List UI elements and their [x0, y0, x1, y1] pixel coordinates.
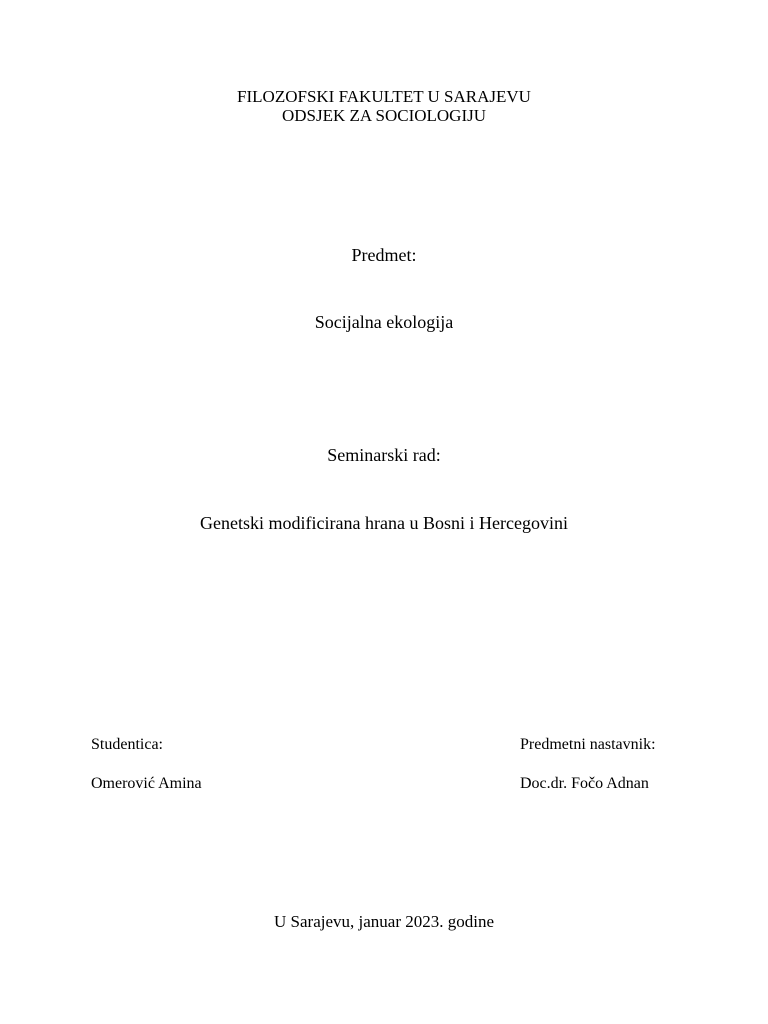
paper-label: Seminarski rad: [327, 445, 441, 465]
student-label: Studentica: [91, 736, 163, 753]
teacher-label: Predmetni nastavnik: [520, 736, 656, 753]
subject-name: Socijalna ekologija [314, 312, 454, 332]
faculty-name: FILOZOFSKI FAKULTET U SARAJEVU [237, 87, 531, 106]
paper-title: Genetski modificirana hrana u Bosni i Hercegovini [200, 513, 568, 533]
teacher-name: Doc.dr. Fočo Adnan [520, 775, 649, 792]
place-date: U Sarajevu, januar 2023. godine [274, 912, 494, 931]
student-name: Omerović Amina [91, 775, 202, 792]
department-name: ODSJEK ZA SOCIOLOGIJU [281, 106, 486, 125]
subject-label: Predmet: [351, 245, 417, 265]
